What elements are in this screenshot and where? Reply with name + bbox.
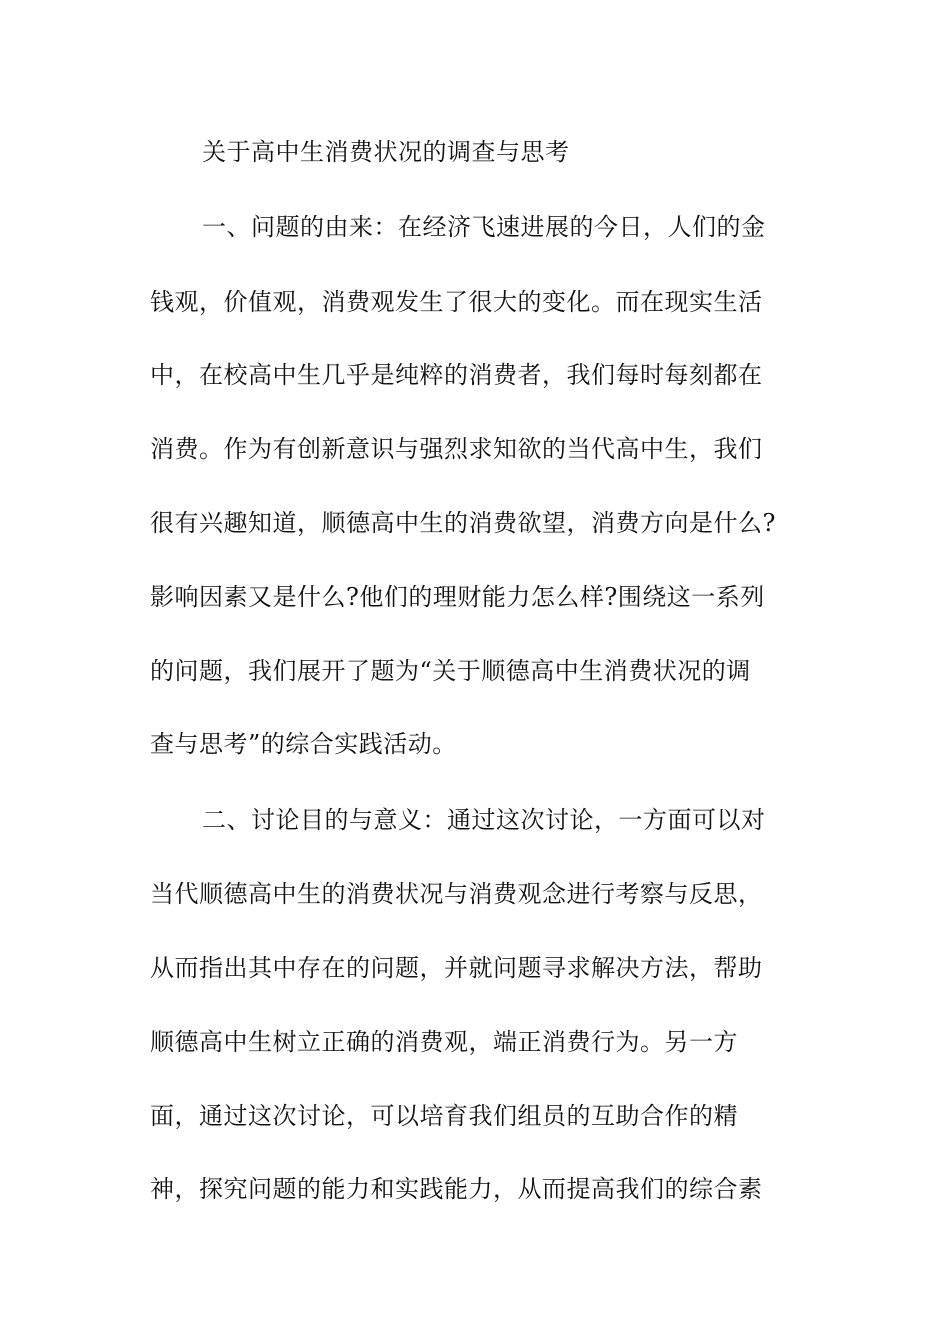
paragraph-1-line-8: 查与思考”的综合实践活动。 <box>150 730 457 758</box>
paragraph-2-line-6: 神，探究问题的能力和实践能力，从而提高我们的综合素 <box>150 1175 763 1203</box>
paragraph-2-line-4: 顺德高中生树立正确的消费观，端正消费行为。另一方 <box>150 1028 738 1056</box>
document-title: 关于高中生消费状况的调查与思考 <box>202 138 570 166</box>
paragraph-1-line-4: 消费。作为有创新意识与强烈求知欲的当代高中生，我们 <box>150 435 763 463</box>
paragraph-1-line-5: 很有兴趣知道，顺德高中生的消费欲望，消费方向是什么? <box>150 509 776 537</box>
paragraph-1-line-1: 一、问题的由来：在经济飞速进展的今日，人们的金 <box>202 213 766 241</box>
paragraph-1-line-2: 钱观，价值观，消费观发生了很大的变化。而在现实生活 <box>150 288 763 316</box>
paragraph-1-line-7: 的问题，我们展开了题为“关于顺德高中生消费状况的调 <box>150 657 751 685</box>
paragraph-2-line-3: 从而指出其中存在的问题，并就问题寻求解决方法，帮助 <box>150 954 763 982</box>
paragraph-1-line-3: 中，在校高中生几乎是纯粹的消费者，我们每时每刻都在 <box>150 361 763 389</box>
paragraph-2-line-2: 当代顺德高中生的消费状况与消费观念进行考察与反思， <box>150 880 763 908</box>
paragraph-1-line-6: 影响因素又是什么?他们的理财能力怎么样?围绕这一系列 <box>150 583 765 611</box>
paragraph-2-line-5: 面，通过这次讨论，可以培育我们组员的互助合作的精 <box>150 1102 738 1130</box>
paragraph-2-line-1: 二、讨论目的与意义：通过这次讨论，一方面可以对 <box>202 806 766 834</box>
